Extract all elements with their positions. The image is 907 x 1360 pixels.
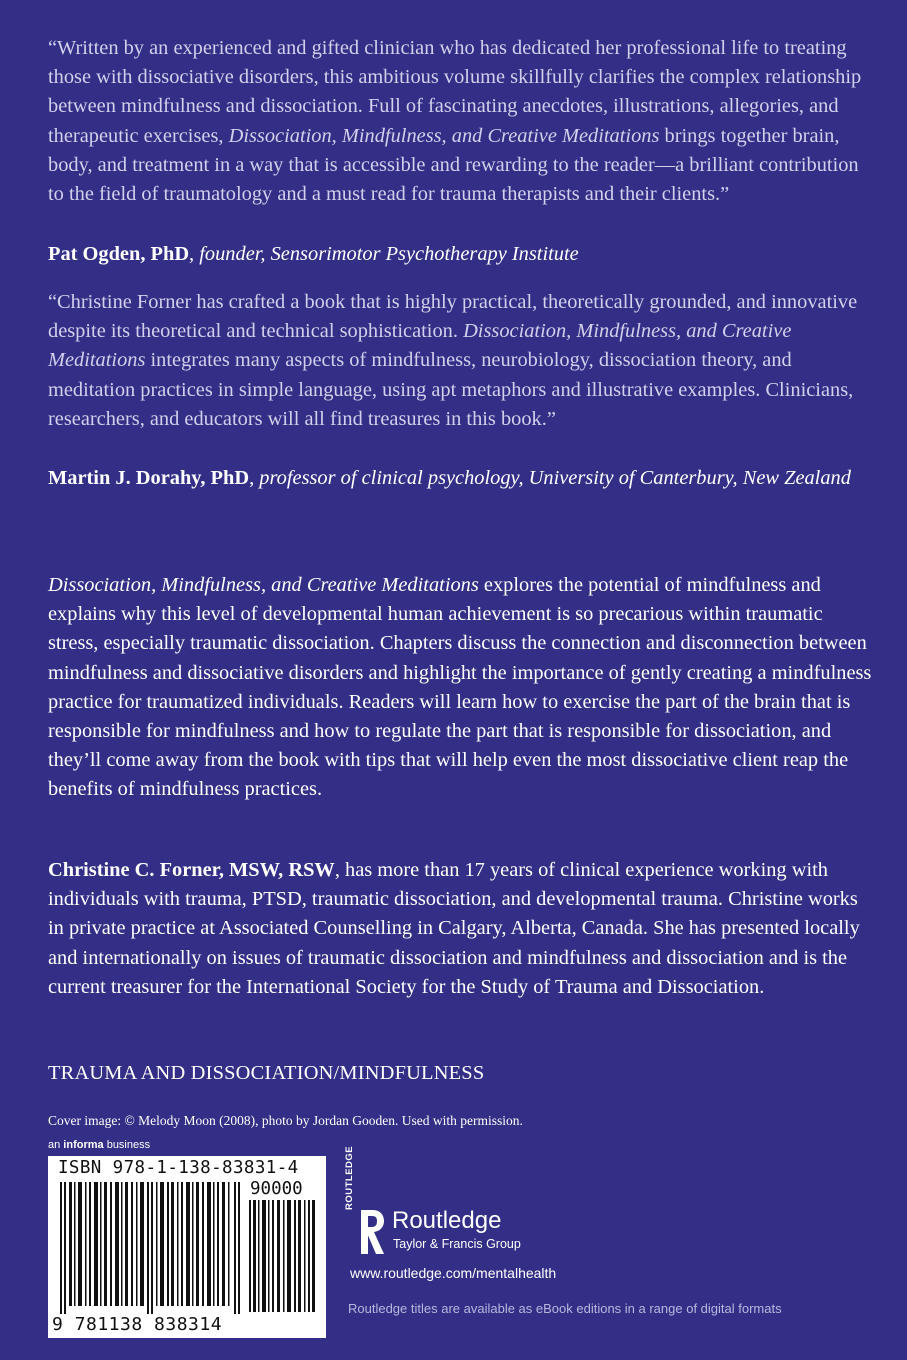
endorsement-attribution-2: Martin J. Dorahy, PhD, professor of clinical psychology, University of Canterbury, New Zealand [48, 467, 851, 489]
endorser-role: professor of clinical psychology, University of Canterbury, New Zealand [259, 467, 851, 489]
cover-image-credit: Cover image: © Melody Moon (2008), photo by Jordan Gooden. Used with permission. [48, 1113, 523, 1128]
isbn-barcode [48, 1156, 326, 1338]
ean-barcode-bars [58, 1182, 244, 1314]
publisher-url: www.routledge.com/mentalhealth [350, 1265, 557, 1281]
author-bio: Christine C. Forner, MSW, RSW, has more than 17 years of clinical experience working with individuals with trauma, PTSD, traumatic dissociation, and developmental trauma. Christine works in private practice at Associated Counselling in Calgary, Alberta, Canada. She has presented locally and internationally on issues of traumatic dissociation and mindfulness and dissociation and is the current treasurer for the International Society for the Study of Trauma and Dissociation. [48, 859, 860, 998]
endorsement-quote-1: “Written by an experienced and gifted clinician who has dedicated her professional life to treating those with dissociative disorders, this ambitious volume skillfully clarifies the complex relationship between mindfulness and dissociation. Full of fascinating anecdotes, illustrations, allegories, and therapeutic exercises, Dissociation, Mindfulness, and Creative Meditations brings together brain, body, and treatment in a way that is accessible and rewarding to the reader—a brilliant contribution to the field of traumatology and a must read for trauma therapists and their clients.” [48, 37, 862, 206]
endorser-name: Pat Ogden, PhD [48, 243, 190, 265]
price-code: 90000 [250, 1179, 303, 1199]
publisher-name: Routledge [392, 1207, 502, 1234]
book-title: Dissociation, Mindfulness, and Creative Meditations [228, 124, 660, 147]
routledge-r-logo-icon [357, 1208, 387, 1256]
endorser-role: founder, Sensorimotor Psychotherapy Institute [199, 243, 579, 265]
isbn-label: ISBN 978-1-138-83831-4 [58, 1158, 299, 1178]
book-title: Dissociation, Mindfulness, and Creative Meditations [48, 574, 479, 596]
endorser-name: Martin J. Dorahy, PhD [48, 467, 250, 489]
book-description: Dissociation, Mindfulness, and Creative Meditations explores the potential of mindfulness and explains why this level of developmental human achievement is so precarious within traumatic stress, especially traumatic dissociation. Chapters discuss the connection and disconnection between mindfulness and dissociative disorders and highlight the importance of gently creating a mindfulness practice for traumatized individuals. Readers will learn how to exercise the part of the brain that is responsible for mindfulness and how to regulate the part that is responsible for dissociation, and they’ll come away from the book with tips that will help even the most dissociative client reap the benefits of mindfulness practices. [48, 574, 872, 801]
ean-digits: 9 781138 838314 [52, 1314, 223, 1335]
endorsement-quote-2: “Christine Forner has crafted a book that is highly practical, theoretically grounded, and innovative despite its theoretical and technical sophistication. Dissociation, Mindfulness, and Creative Meditations integrates many aspects of mindfulness, neurobiology, dissociation theory, and meditation practices in simple language, using apt metaphors and illustrative examples. Clinicians, researchers, and educators will all find treasures in this book.” [48, 291, 858, 430]
subject-category: TRAUMA AND DISSOCIATION/MINDFULNESS [48, 1062, 485, 1084]
addon-barcode-bars [248, 1200, 318, 1312]
endorsement-attribution-1: Pat Ogden, PhD, founder, Sensorimotor Psychotherapy Institute [48, 243, 579, 265]
author-name: Christine C. Forner, MSW, RSW [48, 859, 335, 881]
publisher-group: Taylor & Francis Group [393, 1237, 521, 1251]
book-title: Dissociation, Mindfulness, and Creative Meditations [48, 320, 792, 372]
publisher-vertical-wordmark: ROUTLEDGE [344, 1145, 355, 1210]
ebook-availability-note: Routledge titles are available as eBook editions in a range of digital formats [348, 1301, 782, 1316]
informa-business-label: an informa business [48, 1139, 151, 1151]
